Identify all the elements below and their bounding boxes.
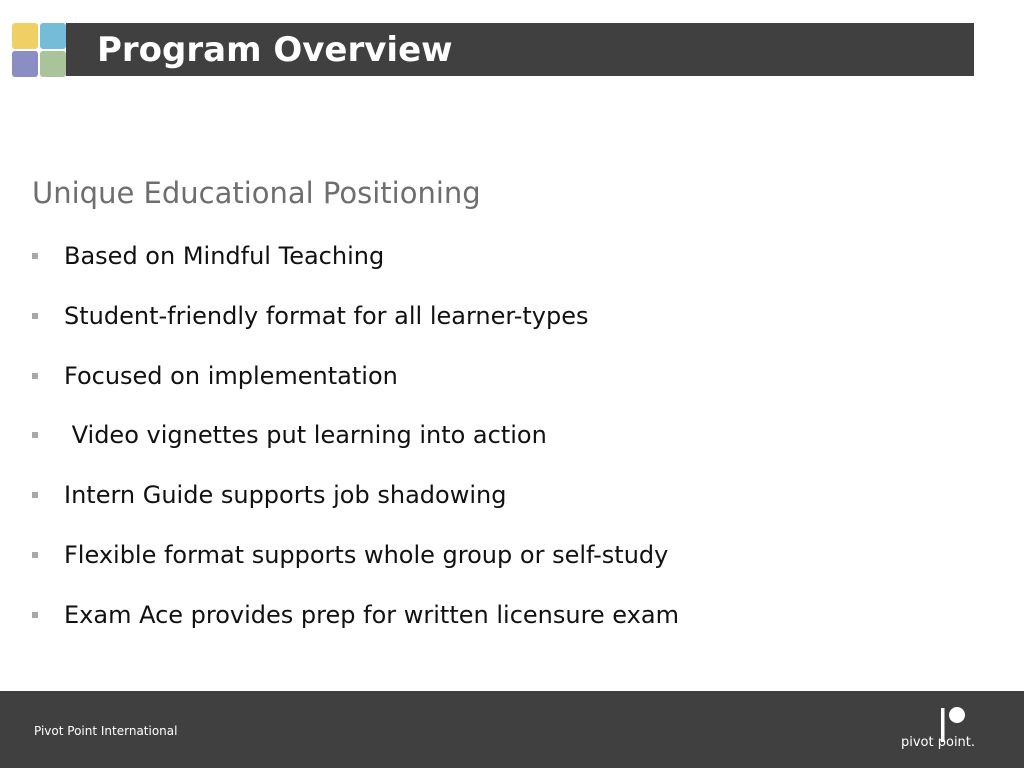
pivot-point-logo-icon — [896, 705, 1006, 755]
bullet-text: Video vignettes put learning into action — [64, 421, 547, 450]
bullet-square-icon — [32, 373, 38, 379]
logo-square-blue — [40, 23, 66, 49]
logo-square-purple — [12, 51, 38, 77]
bullet-text: Student-friendly format for all learner-types — [64, 301, 589, 330]
bullet-item — [0, 358, 960, 418]
bullet-item — [0, 537, 960, 597]
bullet-square-icon — [32, 612, 38, 618]
bullet-item — [0, 597, 960, 657]
slide-title: Program Overview — [97, 30, 453, 70]
bullet-text: Intern Guide supports job shadowing — [64, 481, 507, 510]
bullet-item — [0, 417, 960, 477]
title-bar — [66, 23, 974, 76]
bullet-list — [0, 238, 960, 657]
bullet-text: Focused on implementation — [64, 361, 398, 390]
footer-company: Pivot Point International — [34, 724, 178, 738]
bullet-item — [0, 477, 960, 537]
bullet-text: Flexible format supports whole group or self-study — [64, 540, 669, 569]
bullet-square-icon — [32, 552, 38, 558]
slide-subtitle: Unique Educational Positioning — [32, 176, 481, 210]
bullet-text: Based on Mindful Teaching — [64, 242, 385, 270]
bullet-square-icon — [32, 253, 38, 259]
logo-text: pivot point. — [901, 735, 976, 750]
footer-bar — [0, 691, 1024, 768]
logo-square-green — [40, 51, 66, 77]
bullet-item — [0, 238, 960, 298]
logo-square-yellow — [12, 23, 38, 49]
bullet-text: Exam Ace provides prep for written licensure exam — [64, 600, 679, 629]
bullet-square-icon — [32, 432, 38, 438]
bullet-square-icon — [32, 492, 38, 498]
bullet-item — [0, 298, 960, 358]
bullet-square-icon — [32, 313, 38, 319]
